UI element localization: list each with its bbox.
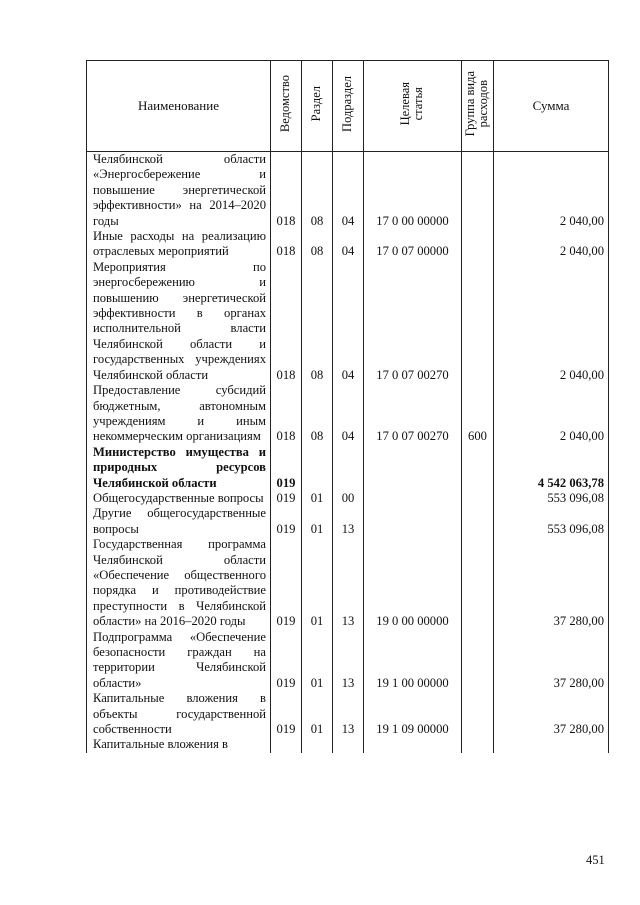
row-gruppa xyxy=(462,445,494,491)
row-razdel: 08 xyxy=(302,229,333,260)
row-ved xyxy=(271,737,302,752)
row-razdel: 01 xyxy=(302,491,333,506)
row-summa: 4 542 063,78 xyxy=(494,445,609,491)
header-celevaya-cell xyxy=(364,61,462,152)
table-row xyxy=(87,445,609,491)
row-celevaya xyxy=(364,506,462,537)
row-podrazdel: 13 xyxy=(333,537,364,629)
row-podrazdel: 04 xyxy=(333,260,364,383)
header-razdel-cell xyxy=(302,61,333,152)
row-razdel: 01 xyxy=(302,537,333,629)
row-razdel: 01 xyxy=(302,630,333,692)
table-row xyxy=(87,383,609,445)
row-ved: 019 xyxy=(271,506,302,537)
table-row xyxy=(87,737,609,752)
row-celevaya: 19 0 00 00000 xyxy=(364,537,462,629)
row-podrazdel: 00 xyxy=(333,491,364,506)
table-row xyxy=(87,260,609,383)
header-podrazdel: Подраздел xyxy=(340,76,355,132)
table-row xyxy=(87,229,609,260)
row-podrazdel: 04 xyxy=(333,152,364,230)
row-celevaya xyxy=(364,737,462,752)
row-ved: 018 xyxy=(271,152,302,230)
header-summa: Сумма xyxy=(494,61,609,152)
row-name: Общегосударственные вопросы xyxy=(87,491,271,506)
row-name: Государственная программа Челябинской области «Обеспечение общественного порядка и противодействие преступности в Челябинской области» на 2016–2020 годы xyxy=(87,537,271,629)
row-ved: 019 xyxy=(271,691,302,737)
row-summa: 37 280,00 xyxy=(494,537,609,629)
row-podrazdel xyxy=(333,737,364,752)
header-gruppa: Группа вида расходов xyxy=(463,71,491,137)
row-summa: 553 096,08 xyxy=(494,491,609,506)
row-celevaya: 17 0 07 00000 xyxy=(364,229,462,260)
row-podrazdel: 04 xyxy=(333,383,364,445)
budget-table xyxy=(86,60,609,753)
row-name: Капитальные вложения в объекты государственной собственности xyxy=(87,691,271,737)
row-name: Мероприятия по энергосбережению и повышению энергетической эффективности в органах исполнительной власти Челябинской области и государственных учреждениях Челябинской области xyxy=(87,260,271,383)
row-gruppa xyxy=(462,229,494,260)
row-razdel: 08 xyxy=(302,152,333,230)
row-razdel: 08 xyxy=(302,383,333,445)
row-razdel xyxy=(302,445,333,491)
table-header xyxy=(87,61,609,152)
row-celevaya xyxy=(364,445,462,491)
row-celevaya: 17 0 00 00000 xyxy=(364,152,462,230)
header-podrazdel-cell xyxy=(333,61,364,152)
table-row xyxy=(87,691,609,737)
row-gruppa xyxy=(462,537,494,629)
row-razdel: 01 xyxy=(302,506,333,537)
header-ved: Ведомство xyxy=(278,75,293,133)
row-name: Иные расходы на реализацию отраслевых мероприятий xyxy=(87,229,271,260)
row-name: Подпрограмма «Обеспечение безопасности граждан на территории Челябинской области» xyxy=(87,630,271,692)
row-gruppa xyxy=(462,506,494,537)
header-gruppa-cell xyxy=(462,61,494,152)
header-name: Наименование xyxy=(87,61,271,152)
row-ved: 019 xyxy=(271,630,302,692)
row-podrazdel xyxy=(333,445,364,491)
header-razdel: Раздел xyxy=(309,86,324,122)
row-summa: 37 280,00 xyxy=(494,691,609,737)
row-ved: 018 xyxy=(271,383,302,445)
row-summa xyxy=(494,737,609,752)
row-summa: 2 040,00 xyxy=(494,152,609,230)
row-ved: 018 xyxy=(271,260,302,383)
row-celevaya: 19 1 09 00000 xyxy=(364,691,462,737)
row-gruppa: 600 xyxy=(462,383,494,445)
row-celevaya: 19 1 00 00000 xyxy=(364,630,462,692)
row-ved: 019 xyxy=(271,445,302,491)
row-summa: 553 096,08 xyxy=(494,506,609,537)
row-podrazdel: 13 xyxy=(333,691,364,737)
row-name: Предоставление субсидий бюджетным, автономным учреждениям и иным некоммерческим организациям xyxy=(87,383,271,445)
row-gruppa xyxy=(462,260,494,383)
row-razdel xyxy=(302,737,333,752)
table-row xyxy=(87,506,609,537)
row-ved: 018 xyxy=(271,229,302,260)
row-summa: 2 040,00 xyxy=(494,383,609,445)
row-razdel: 01 xyxy=(302,691,333,737)
row-podrazdel: 04 xyxy=(333,229,364,260)
table-row xyxy=(87,537,609,629)
row-podrazdel: 13 xyxy=(333,630,364,692)
row-gruppa xyxy=(462,630,494,692)
table-row xyxy=(87,152,609,230)
row-celevaya: 17 0 07 00270 xyxy=(364,383,462,445)
header-celevaya: Целевая статья xyxy=(398,82,426,126)
table-body xyxy=(87,152,609,753)
page-number: 451 xyxy=(586,853,605,867)
row-ved: 019 xyxy=(271,537,302,629)
table-row xyxy=(87,491,609,506)
row-name: Челябинской области «Энергосбережение и повышение энергетической эффективности» на 2014–2020 годы xyxy=(87,152,271,230)
row-gruppa xyxy=(462,691,494,737)
row-ved: 019 xyxy=(271,491,302,506)
row-celevaya xyxy=(364,491,462,506)
row-gruppa xyxy=(462,152,494,230)
row-summa: 37 280,00 xyxy=(494,630,609,692)
header-ved-cell xyxy=(271,61,302,152)
table-row xyxy=(87,630,609,692)
row-podrazdel: 13 xyxy=(333,506,364,537)
row-name: Министерство имущества и природных ресурсов Челябинской области xyxy=(87,445,271,491)
row-name: Капитальные вложения в xyxy=(87,737,271,752)
row-gruppa xyxy=(462,491,494,506)
row-gruppa xyxy=(462,737,494,752)
row-name: Другие общегосударственные вопросы xyxy=(87,506,271,537)
row-summa: 2 040,00 xyxy=(494,260,609,383)
row-razdel: 08 xyxy=(302,260,333,383)
row-celevaya: 17 0 07 00270 xyxy=(364,260,462,383)
row-summa: 2 040,00 xyxy=(494,229,609,260)
